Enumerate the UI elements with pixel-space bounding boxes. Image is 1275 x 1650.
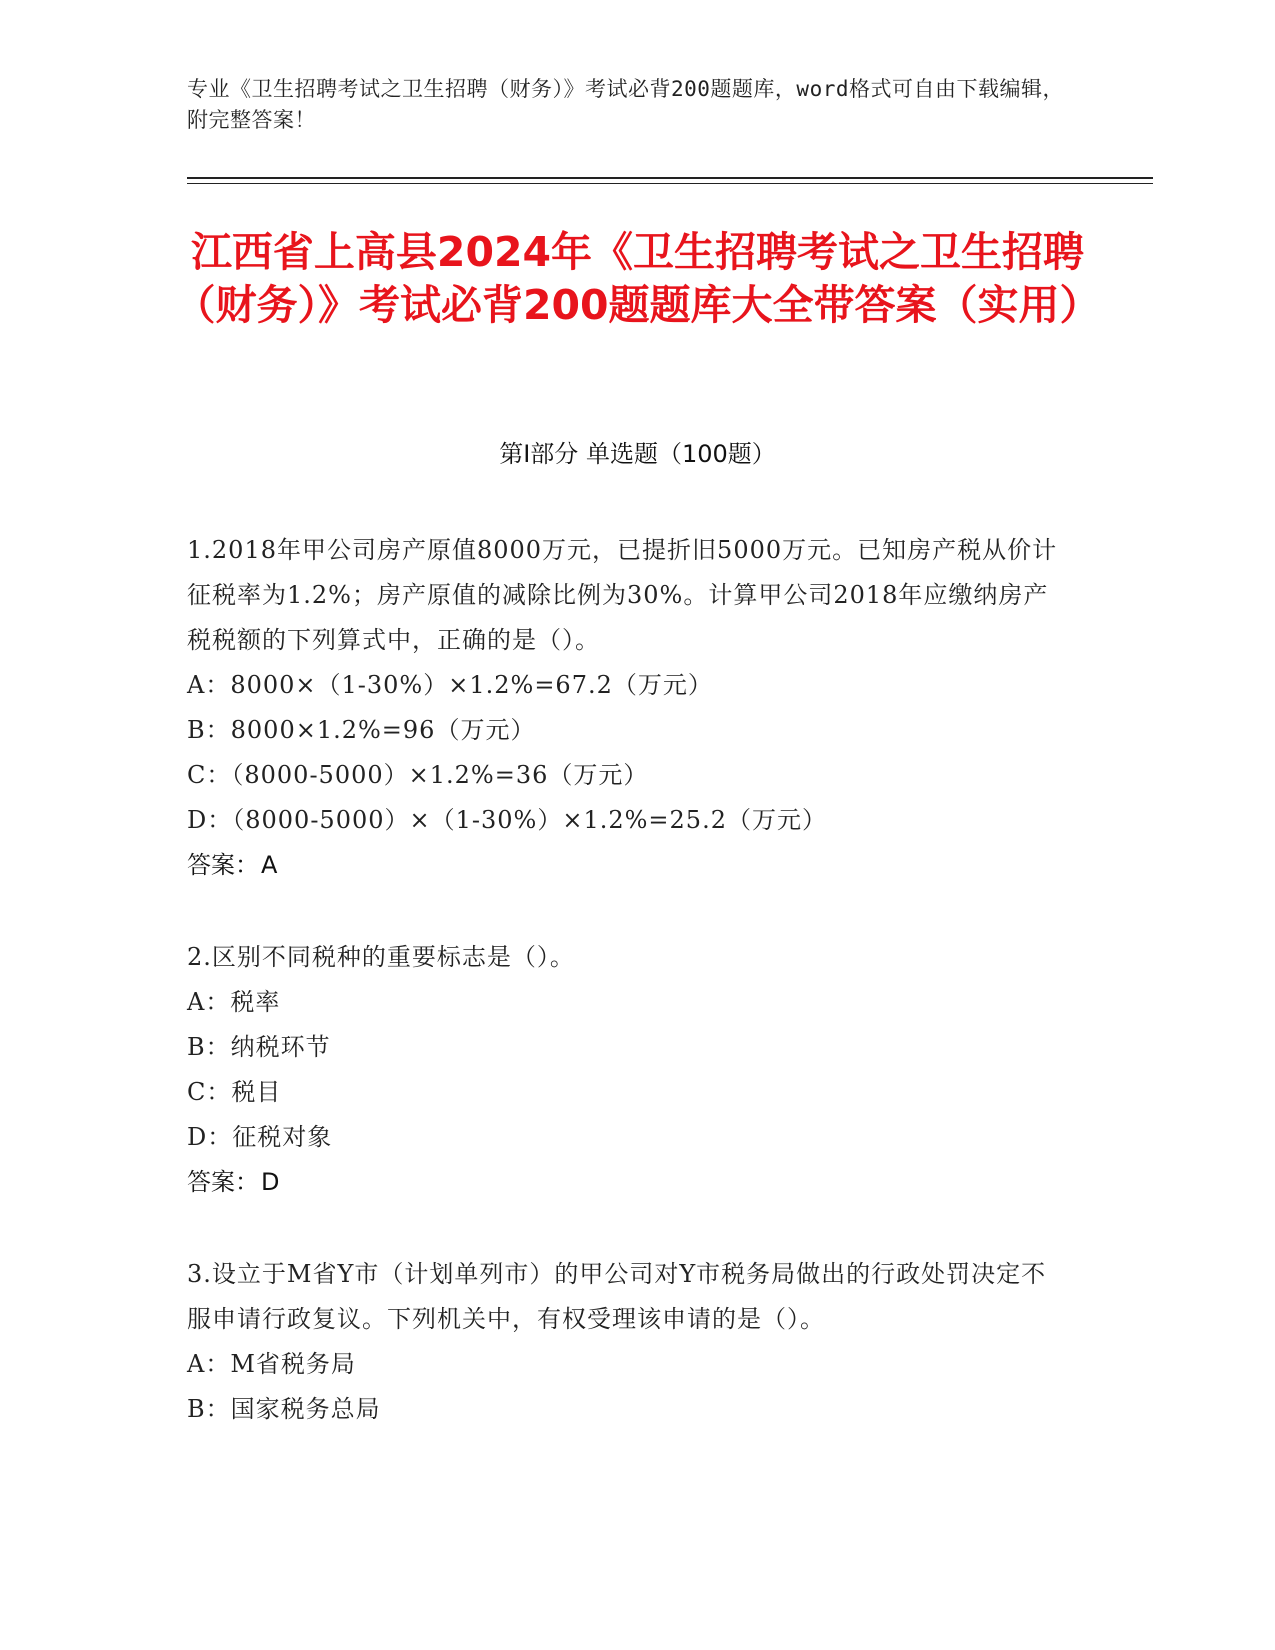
answer-label: 答案：	[187, 1168, 259, 1196]
option-c: C：（8000-5000）×1.2%=36（万元）	[187, 761, 649, 789]
option-b: B：8000×1.2%=96（万元）	[187, 716, 536, 744]
answer-value: D	[261, 1168, 280, 1196]
question-1	[187, 528, 1067, 888]
header-note: 专业《卫生招聘考试之卫生招聘（财务）》考试必背200题题库，word格式可自由下载编辑，附完整答案！	[187, 77, 1064, 132]
option-c: C：税目	[187, 1078, 282, 1106]
question-list	[187, 528, 1067, 1479]
document-title: 江西省上高县2024年《卫生招聘考试之卫生招聘（财务）》考试必背200题题库大全带答案（实用）	[174, 228, 1101, 329]
question-2	[187, 935, 1067, 1205]
header-rule-thin	[187, 183, 1153, 184]
option-b: B：国家税务总局	[187, 1395, 381, 1423]
option-d: D：征税对象	[187, 1123, 333, 1151]
question-text: 2.区别不同税种的重要标志是（）。	[187, 943, 575, 971]
header-rule-thick	[187, 177, 1153, 179]
section-title: 第I部分 单选题（100题）	[499, 440, 776, 468]
option-a: A：8000×（1-30%）×1.2%=67.2（万元）	[187, 671, 713, 699]
answer-line	[187, 843, 1067, 888]
answer-value: A	[261, 851, 278, 879]
option-a: A：M省税务局	[187, 1350, 356, 1378]
answer-label: 答案：	[187, 851, 259, 879]
question-text: 3.设立于M省Y市（计划单列市）的甲公司对Y市税务局做出的行政处罚决定不服申请行政复议。下列机关中，有权受理该申请的是（）。	[187, 1260, 1047, 1333]
question-text: 1.2018年甲公司房产原值8000万元，已提折旧5000万元。已知房产税从价计征税率为1.2%；房产原值的减除比例为30%。计算甲公司2018年应缴纳房产税税额的下列算式中，正确的是（）。	[187, 536, 1058, 654]
option-b: B：纳税环节	[187, 1033, 331, 1061]
option-d: D：（8000-5000）×（1-30%）×1.2%=25.2（万元）	[187, 806, 827, 834]
question-3	[187, 1252, 1067, 1432]
option-a: A：税率	[187, 988, 281, 1016]
answer-line	[187, 1160, 1067, 1205]
